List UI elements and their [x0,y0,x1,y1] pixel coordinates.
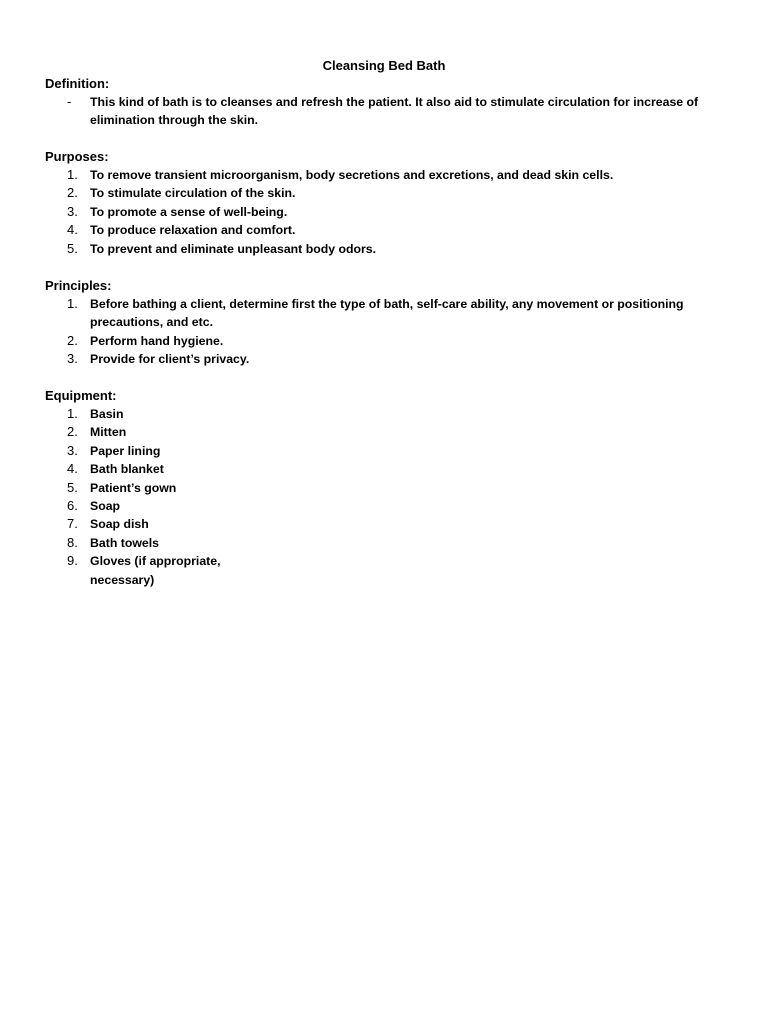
list-item [45,423,235,441]
number-marker: 2. [67,332,78,348]
number-marker: 1. [67,406,78,421]
equipment-text: Soap [90,499,121,514]
list-item [45,497,235,515]
list-item [45,240,735,258]
number-marker: 5. [67,240,78,256]
definition-section [45,75,735,130]
number-marker: 3. [67,351,78,367]
number-marker: 3. [67,442,78,458]
definition-heading: Definition: [45,76,110,91]
list-item [45,405,235,423]
number-marker: 5. [67,479,78,495]
list-item [45,442,235,460]
principle-text: Perform hand hygiene. [90,333,224,348]
list-item [45,534,235,552]
definition-text: This kind of bath is to cleanses and refresh the patient. It also aid to stimulate circulation for increase of elimination through the skin. [90,95,699,128]
purposes-list [45,166,735,258]
number-marker: 7. [67,516,78,532]
purposes-heading: Purposes: [45,149,109,164]
purpose-text: To prevent and eliminate unpleasant body odors. [90,241,377,256]
equipment-text: Bath blanket [90,462,164,477]
principle-text: Provide for client’s privacy. [90,352,250,367]
equipment-text: Paper lining [90,443,161,458]
principles-heading: Principles: [45,278,112,293]
purpose-text: To produce relaxation and comfort. [90,223,296,238]
number-marker: 1. [67,296,78,311]
equipment-text: Patient’s gown [90,480,177,495]
principles-section [45,277,735,369]
purposes-section [45,148,735,258]
equipment-text: Mitten [90,425,127,440]
number-marker: 8. [67,534,78,550]
list-item [45,479,235,497]
list-item [45,460,235,478]
equipment-text: Gloves (if appropriate, necessary) [90,554,221,587]
purpose-text: To remove transient microorganism, body secretions and excretions, and dead skin cells. [90,168,614,182]
purpose-text: To stimulate circulation of the skin. [90,186,296,201]
number-marker: 4. [67,461,78,477]
equipment-heading: Equipment: [45,388,117,403]
list-item [45,203,735,221]
number-marker: 4. [67,222,78,238]
equipment-text: Basin [90,407,124,421]
number-marker: 2. [67,185,78,201]
list-item [45,295,735,332]
number-marker: 9. [67,553,78,569]
number-marker: 3. [67,203,78,219]
list-item [45,350,735,368]
definition-list [45,93,735,130]
page-title: Cleansing Bed Bath [322,58,446,73]
equipment-list [45,405,735,589]
list-item [45,93,735,130]
principles-list [45,295,735,369]
number-marker: 6. [67,498,78,514]
list-item [45,515,235,533]
principle-text: Before bathing a client, determine first the type of bath, self-care ability, any movement or positioning precautions, and etc. [90,297,684,330]
list-item [45,332,735,350]
list-item [45,552,235,589]
number-marker: 1. [67,167,78,182]
equipment-section [45,387,735,589]
number-marker: 2. [67,424,78,440]
purpose-text: To promote a sense of well-being. [90,204,288,219]
list-item [45,184,735,202]
equipment-text: Bath towels [90,535,160,550]
list-item [45,221,735,239]
list-item [45,166,735,184]
dash-marker: - [67,94,72,109]
equipment-text: Soap dish [90,517,149,532]
